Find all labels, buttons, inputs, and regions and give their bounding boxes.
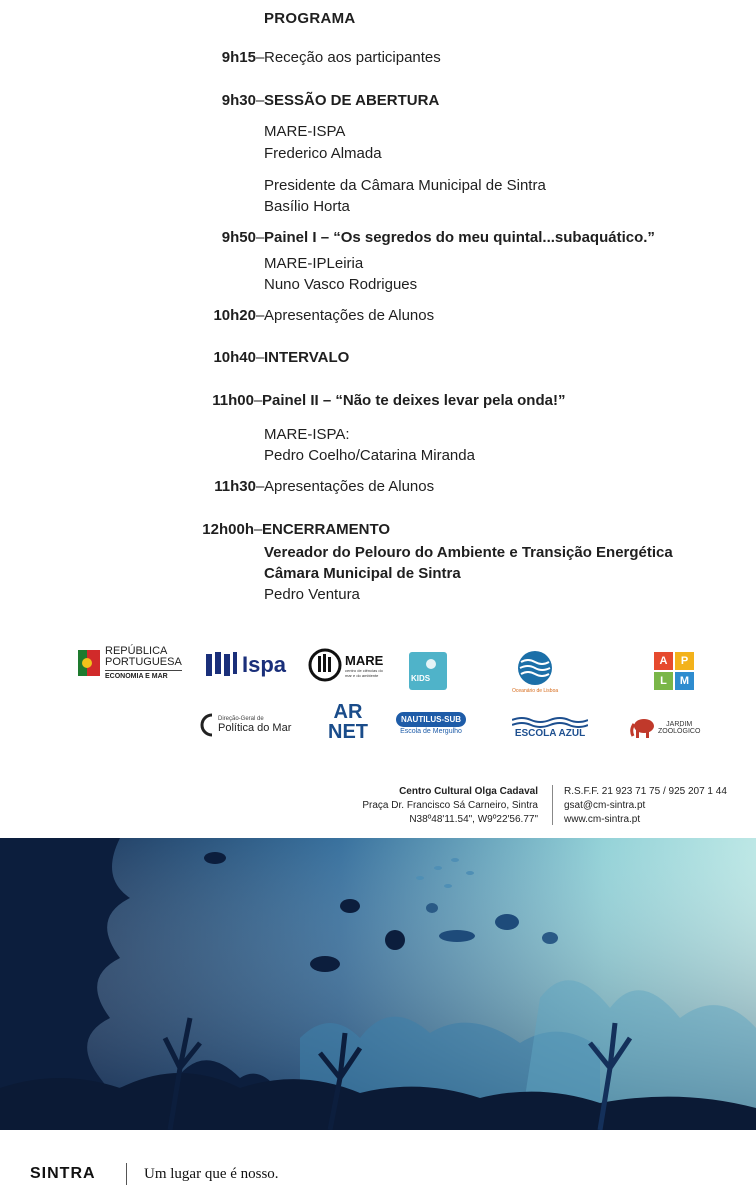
venue-name: Centro Cultural Olga Cadaval bbox=[399, 786, 538, 797]
speaker-org: MARE-ISPA: bbox=[264, 426, 350, 443]
schedule-text: Apresentações de Alunos bbox=[264, 307, 435, 324]
dgpm-line2: Política do Mar bbox=[218, 722, 292, 734]
ispa-logo bbox=[206, 652, 286, 678]
aplm-logo bbox=[654, 652, 694, 690]
oceanario-logo bbox=[512, 650, 558, 694]
aplm-letter: A bbox=[654, 652, 673, 670]
contact-divider bbox=[552, 785, 553, 825]
nautilus-line2: Escola de Mergulho bbox=[400, 728, 462, 735]
escola-azul-wave-icon bbox=[512, 716, 588, 728]
speaker-org: MARE-ISPA bbox=[264, 123, 346, 140]
schedule-time: 11h00 bbox=[212, 392, 254, 409]
schedule-dash: – bbox=[256, 92, 265, 109]
schedule-dash: – bbox=[256, 349, 265, 366]
dgpm-logo bbox=[198, 712, 291, 738]
escola-azul-text: ESCOLA AZUL bbox=[514, 728, 586, 739]
dgpm-swirl-icon bbox=[198, 712, 216, 738]
schedule-dash: – bbox=[256, 478, 265, 495]
schedule-time: 9h15 bbox=[221, 49, 256, 66]
speaker-name: Pedro Coelho/Catarina Miranda bbox=[264, 447, 475, 464]
schedule-time: 12h00h bbox=[202, 521, 254, 538]
aplm-letter: L bbox=[654, 672, 673, 690]
jardim-zoologico-logo bbox=[630, 716, 700, 740]
republica-line2: PORTUGUESA bbox=[105, 656, 182, 668]
schedule-text: Apresentações de Alunos bbox=[264, 478, 435, 495]
schedule-time: 9h50 bbox=[221, 229, 256, 246]
venue-coords: N38º48'11.54", W9º22'56.77" bbox=[409, 814, 538, 825]
mare-circle-icon bbox=[308, 648, 342, 682]
schedule-dash: – bbox=[256, 307, 265, 324]
schedule-text: Painel II – “Não te deixes levar pela onda!” bbox=[262, 392, 566, 409]
jardim-line1: JARDIM bbox=[666, 721, 693, 728]
underwater-illustration bbox=[0, 838, 756, 1130]
speaker-org: Câmara Municipal de Sintra bbox=[264, 565, 461, 582]
contact-block bbox=[564, 785, 727, 827]
schedule-dash: – bbox=[254, 521, 263, 538]
schedule-text: Receção aos participantes bbox=[264, 49, 441, 66]
aplm-letter: M bbox=[675, 672, 694, 690]
nautilus-line1: NAUTILUS-SUB bbox=[396, 712, 466, 727]
oceanario-wave-icon bbox=[517, 650, 553, 686]
schedule-time: 9h30 bbox=[221, 92, 256, 109]
kids-text: KIDS bbox=[411, 674, 431, 683]
schedule-text: INTERVALO bbox=[264, 349, 350, 366]
nautilus-logo bbox=[396, 712, 466, 735]
schedule-dash: – bbox=[256, 49, 265, 66]
schedule-text: Painel I – “Os segredos do meu quintal...subaquático.” bbox=[264, 229, 655, 246]
kids-dive-logo bbox=[409, 652, 447, 690]
speaker-name: Pedro Ventura bbox=[264, 586, 360, 603]
oceanario-text: Oceanário de Lisboa bbox=[512, 688, 559, 694]
kids-dive-icon bbox=[409, 652, 447, 690]
ispa-mark-icon bbox=[206, 652, 238, 678]
schedule-text: ENCERRAMENTO bbox=[262, 521, 391, 538]
mare-text: MARE bbox=[345, 652, 384, 668]
schedule-time: 10h40 bbox=[213, 349, 256, 366]
footer-slogan: Um lugar que é nosso. bbox=[144, 1166, 279, 1182]
mare-logo bbox=[308, 648, 385, 682]
speaker-org: Presidente da Câmara Municipal de Sintra bbox=[264, 177, 546, 194]
jardim-line2: ZOOLÓGICO bbox=[658, 728, 701, 735]
schedule-dash: – bbox=[256, 229, 265, 246]
dgpm-line1: Direção-Geral de bbox=[218, 716, 264, 722]
speaker-name: Basílio Horta bbox=[264, 198, 350, 215]
speaker-org: MARE-IPLeiria bbox=[264, 255, 364, 272]
arnet-logo bbox=[328, 702, 368, 742]
speaker-name: Frederico Almada bbox=[264, 145, 382, 162]
arnet-line2: NET bbox=[328, 721, 368, 743]
speaker-name: Nuno Vasco Rodrigues bbox=[264, 276, 418, 293]
escola-azul-logo bbox=[512, 716, 588, 739]
contact-phone: R.S.F.F. 21 923 71 75 / 925 207 1 44 bbox=[564, 786, 727, 797]
program-title: PROGRAMA bbox=[264, 10, 356, 27]
schedule-time: 10h20 bbox=[213, 307, 256, 324]
arnet-line1: AR bbox=[333, 701, 363, 723]
schedule-text: SESSÃO DE ABERTURA bbox=[264, 92, 440, 109]
venue-address: Praça Dr. Francisco Sá Carneiro, Sintra bbox=[362, 800, 538, 811]
speaker-role: Vereador do Pelouro do Ambiente e Transição Energética bbox=[264, 544, 673, 561]
venue-block bbox=[340, 785, 538, 827]
mare-subtext: centro de ciências do mar e do ambiente bbox=[345, 667, 383, 678]
sintra-logo-text: SINTRA bbox=[30, 1165, 96, 1182]
republica-line1: REPÚBLICA bbox=[105, 645, 168, 657]
ispa-text: Ispa bbox=[242, 652, 287, 677]
schedule-time: 11h30 bbox=[214, 478, 256, 495]
contact-web: www.cm-sintra.pt bbox=[564, 814, 641, 825]
schedule-dash: – bbox=[254, 392, 263, 409]
aplm-letter: P bbox=[675, 652, 694, 670]
republica-line3: ECONOMIA E MAR bbox=[105, 670, 182, 680]
portugal-flag-icon bbox=[78, 648, 100, 678]
contact-email: gsat@cm-sintra.pt bbox=[564, 800, 646, 811]
republica-portuguesa-logo bbox=[78, 646, 182, 680]
footer-divider bbox=[126, 1163, 127, 1185]
elephant-icon bbox=[630, 716, 656, 740]
